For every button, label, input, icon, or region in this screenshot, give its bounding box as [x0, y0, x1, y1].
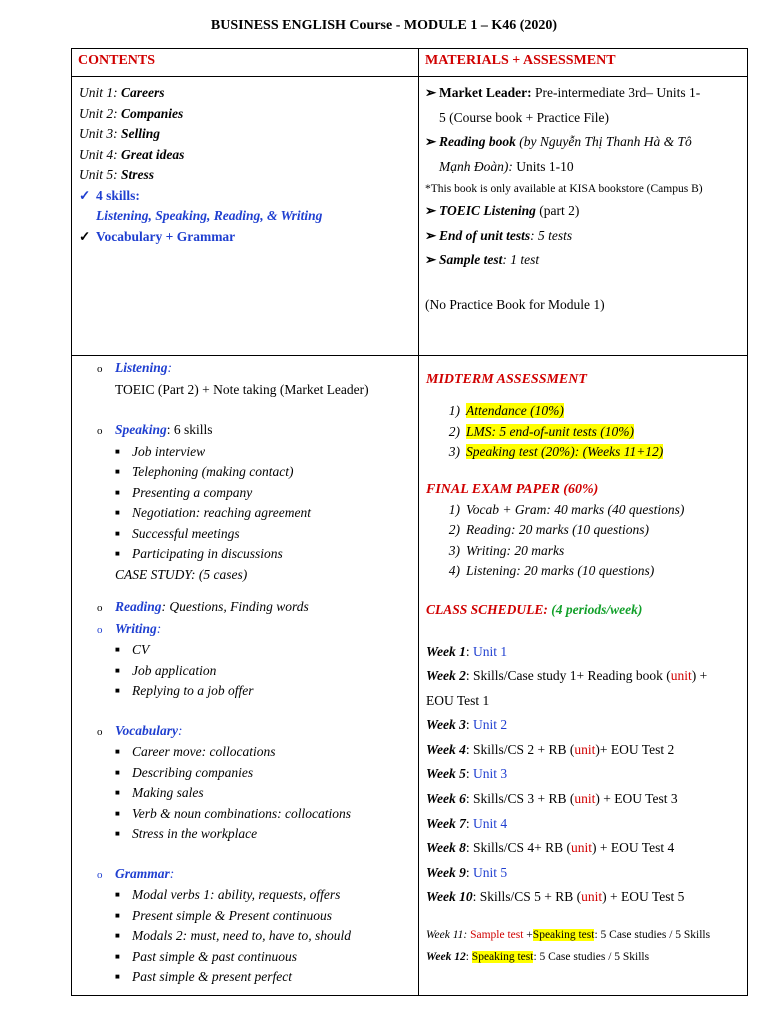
writing-item: ■ Replying to a job offer	[97, 681, 418, 702]
contents-header: CONTENTS	[72, 49, 419, 77]
skills-cell	[72, 356, 419, 996]
page-title: BUSINESS ENGLISH Course - MODULE 1 – K46 (2020)	[210, 18, 558, 33]
final-exam-item: 1) Vocab + Gram: 40 marks (40 questions)	[448, 501, 685, 517]
square-bullet-icon: ■	[115, 951, 120, 961]
square-bullet-icon: ■	[115, 910, 120, 920]
schedule-week-11: Week 11: Sample test +Speaking test: 5 Case studies / 5 Skills	[426, 929, 711, 942]
square-bullet-icon: ■	[115, 645, 120, 654]
arrow-icon: ➢	[425, 227, 437, 243]
grammar-item: ■ Modal verbs 1: ability, requests, offers	[97, 885, 418, 906]
midterm-header: MIDTERM ASSESSMENT	[426, 372, 587, 387]
schedule-week: Week 9: Unit 5	[426, 864, 508, 880]
schedule-week-cont: EOU Test 1	[426, 692, 490, 708]
reading-book-detail: Mạnh Đoàn): Units 1-10	[439, 158, 574, 174]
square-bullet-icon: ■	[115, 528, 120, 538]
unit-4: Unit 4: Great ideas	[79, 146, 185, 162]
square-bullet-icon: ■	[115, 829, 120, 838]
arrow-icon: ➢	[425, 134, 437, 149]
listening-text: TOEIC (Part 2) + Note taking (Market Leader)	[115, 381, 369, 397]
units-cell	[72, 77, 419, 356]
market-leader-detail: 5 (Course book + Practice File)	[439, 109, 609, 125]
writing-item: ■ Job application	[97, 661, 418, 682]
schedule-week: Week 1: Unit 1	[426, 643, 508, 659]
schedule-week-12: Week 12: Speaking test: 5 Case studies / 5 Skills	[426, 951, 650, 964]
schedule-week: Week 10: Skills/CS 5 + RB (unit) + EOU Test 5	[426, 889, 685, 905]
arrow-icon: ➢	[425, 203, 437, 218]
writing-heading: o Writing:	[97, 619, 418, 641]
class-schedule-header: CLASS SCHEDULE: (4 periods/week)	[426, 601, 643, 617]
units-row	[72, 77, 748, 356]
case-study-note: CASE STUDY: (5 cases)	[115, 566, 248, 582]
vocabulary-item: ■ Making sales	[97, 783, 418, 804]
unit-2: Unit 2: Companies	[79, 105, 184, 121]
square-bullet-icon: ■	[115, 788, 120, 797]
schedule-week: Week 3: Unit 2	[426, 717, 508, 733]
midterm-item: 1) Attendance (10%)	[448, 403, 564, 418]
square-bullet-icon: ■	[115, 508, 120, 517]
four-skills: ✓ 4 skills:	[79, 186, 418, 207]
grammar-heading: o Grammar:	[97, 864, 418, 886]
market-leader: ➢ Market Leader: Pre-intermediate 3rd– Units 1-	[425, 81, 743, 106]
toeic-listening: ➢ TOEIC Listening (part 2)	[425, 199, 743, 224]
bookstore-note: *This book is only available at KISA bookstore (Campus B)	[425, 183, 703, 195]
speaking-item: ■ Telephoning (making contact)	[97, 462, 418, 483]
no-practice-note: (No Practice Book for Module 1)	[425, 296, 605, 312]
square-bullet-icon: ■	[115, 549, 120, 558]
listening-heading: o Listening:	[97, 358, 418, 380]
square-bullet-icon: ■	[115, 890, 120, 899]
four-skills-list: Listening, Speaking, Reading, & Writing	[96, 208, 323, 223]
grammar-item: ■ Modals 2: must, need to, have to, should	[97, 926, 418, 947]
schedule-week: Week 2: Skills/Case study 1+ Reading book (unit) +	[426, 668, 708, 684]
details-row	[72, 356, 748, 996]
schedule-week: Week 7: Unit 4	[426, 815, 508, 831]
materials-cell	[419, 77, 748, 356]
arrow-icon: ➢	[425, 252, 437, 267]
reading-book: ➢ Reading book (by Nguyễn Thị Thanh Hà & Tô	[425, 130, 743, 155]
square-bullet-icon: ■	[115, 767, 120, 777]
grammar-item: ■ Present simple & Present continuous	[97, 906, 418, 927]
sample-test: ➢ Sample test: 1 test	[425, 248, 743, 273]
square-bullet-icon: ■	[115, 747, 120, 756]
final-exam-item: 2) Reading: 20 marks (10 questions)	[448, 522, 649, 537]
square-bullet-icon: ■	[115, 487, 120, 497]
circle-bullet-icon: o	[97, 725, 103, 738]
final-exam-item: 3) Writing: 20 marks	[448, 542, 565, 558]
vocabulary-heading: o Vocabulary:	[97, 721, 418, 743]
check-icon: ✓	[79, 187, 91, 203]
materials-header: MATERIALS + ASSESSMENT	[419, 49, 748, 77]
end-of-unit-tests: ➢ End of unit tests: 5 tests	[425, 224, 743, 249]
unit-3: Unit 3: Selling	[79, 126, 161, 141]
vocabulary-item: ■ Verb & noun combinations: collocations	[97, 804, 418, 825]
speaking-item: ■ Successful meetings	[97, 524, 418, 545]
unit-1: Unit 1: Careers	[79, 85, 165, 100]
square-bullet-icon: ■	[115, 467, 120, 476]
header-row	[72, 49, 748, 77]
square-bullet-icon: ■	[115, 665, 120, 675]
midterm-item: 3) Speaking test (20%): (Weeks 11+12)	[448, 444, 664, 459]
schedule-week: Week 5: Unit 3	[426, 766, 508, 782]
speaking-heading: o Speaking: 6 skills	[97, 420, 418, 442]
final-exam-item: 4) Listening: 20 marks (10 questions)	[448, 563, 655, 578]
square-bullet-icon: ■	[115, 686, 120, 695]
circle-bullet-icon: o	[97, 602, 103, 614]
grammar-item: ■ Past simple & present perfect	[97, 967, 418, 988]
assessment-cell	[419, 356, 748, 996]
schedule-week: Week 4: Skills/CS 2 + RB (unit)+ EOU Test 2	[426, 741, 675, 757]
reading-heading: o Reading: Questions, Finding words	[97, 597, 418, 619]
circle-bullet-icon: o	[97, 868, 103, 881]
midterm-item: 2) LMS: 5 end-of-unit tests (10%)	[448, 423, 634, 439]
final-exam-header: FINAL EXAM PAPER (60%)	[426, 481, 599, 497]
writing-item: ■ CV	[97, 640, 418, 661]
speaking-item: ■ Job interview	[97, 442, 418, 463]
vocab-grammar: ✓ Vocabulary + Grammar	[79, 227, 418, 248]
vocabulary-item: ■ Describing companies	[97, 763, 418, 784]
arrow-icon: ➢	[425, 85, 437, 100]
speaking-item: ■ Presenting a company	[97, 483, 418, 504]
speaking-item: ■ Participating in discussions	[97, 544, 418, 565]
circle-bullet-icon: o	[97, 425, 103, 437]
circle-bullet-icon: o	[97, 363, 103, 375]
grammar-item: ■ Past simple & past continuous	[97, 947, 418, 968]
vocabulary-item: ■ Career move: collocations	[97, 742, 418, 763]
square-bullet-icon: ■	[115, 446, 120, 456]
square-bullet-icon: ■	[115, 931, 120, 940]
schedule-week: Week 6: Skills/CS 3 + RB (unit) + EOU Test 3	[426, 791, 678, 807]
speaking-item: ■ Negotiation: reaching agreement	[97, 503, 418, 524]
check-icon: ✓	[79, 228, 91, 244]
square-bullet-icon: ■	[115, 972, 120, 981]
square-bullet-icon: ■	[115, 808, 120, 818]
schedule-week: Week 8: Skills/CS 4+ RB (unit) + EOU Test 4	[426, 840, 675, 856]
vocabulary-item: ■ Stress in the workplace	[97, 824, 418, 845]
unit-5: Unit 5: Stress	[79, 167, 155, 182]
circle-bullet-icon: o	[97, 623, 103, 636]
course-table	[71, 48, 748, 996]
